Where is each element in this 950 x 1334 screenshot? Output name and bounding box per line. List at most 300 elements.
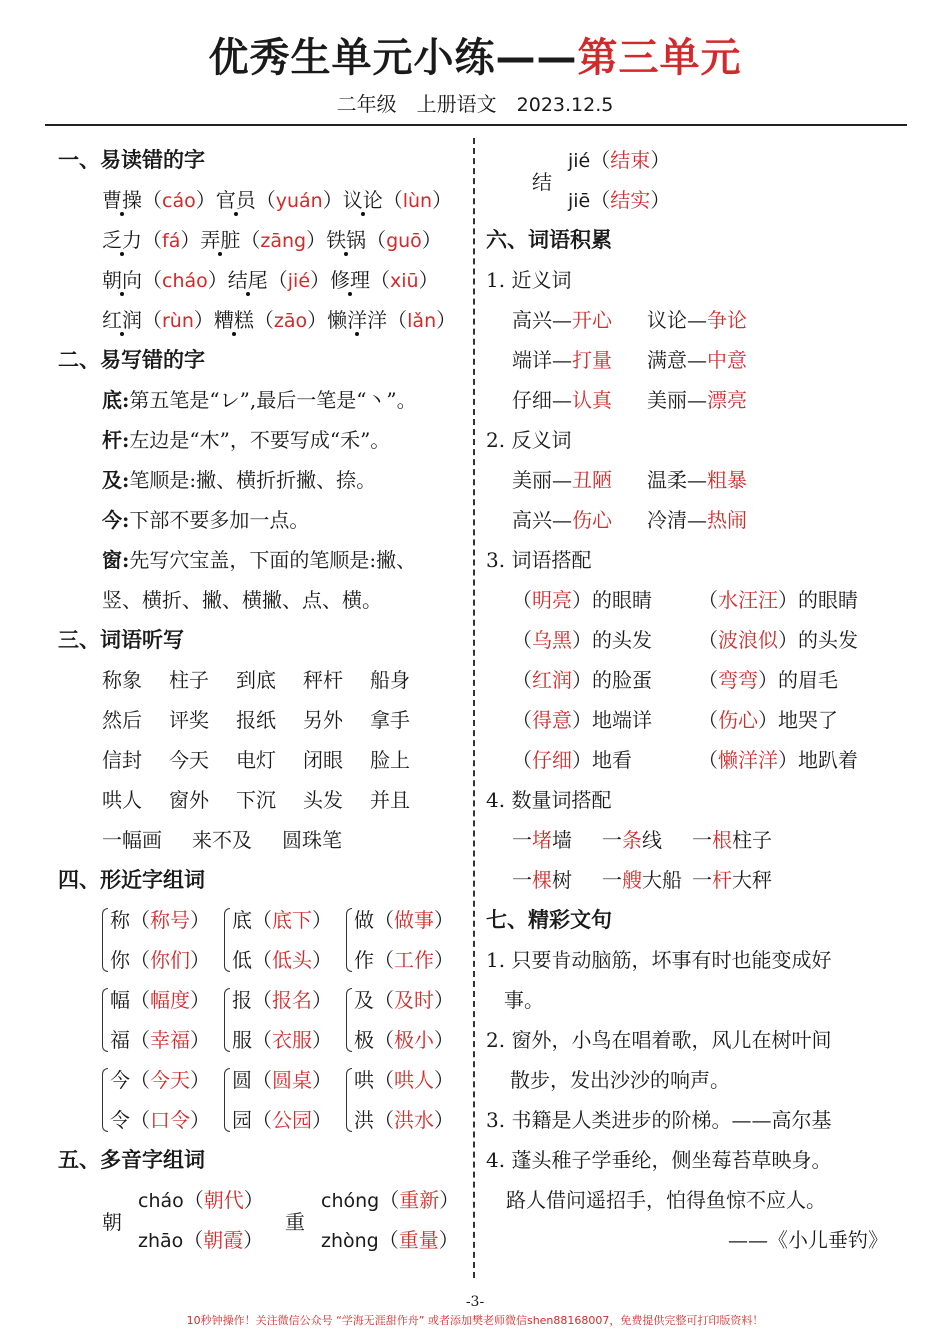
collocation xyxy=(698,580,898,620)
left-column xyxy=(58,140,468,1260)
sentence-line: 2. 窗外，小鸟在唱着歌，风儿在树叶间 xyxy=(486,1028,832,1052)
dictation-word: 圆珠笔 xyxy=(282,828,342,852)
paren-open: （ xyxy=(698,628,718,652)
word: 得意 xyxy=(532,708,572,732)
paren-close: ） xyxy=(572,588,592,612)
collocation xyxy=(512,740,698,780)
paren-close: ） xyxy=(306,228,327,252)
collocation-row xyxy=(486,580,906,620)
noun: 树 xyxy=(552,868,572,892)
word: 满意 xyxy=(647,348,687,372)
char: 今 xyxy=(110,1068,130,1092)
header-divider xyxy=(45,124,907,126)
numeral: 一 xyxy=(602,828,622,852)
paren-close: ） xyxy=(434,1068,454,1092)
dictation-word: 然后 xyxy=(102,708,142,732)
paren-open: （ xyxy=(183,1188,204,1212)
paren-open: （ xyxy=(130,1068,150,1092)
word: 端详 xyxy=(512,348,552,372)
reading-line xyxy=(568,140,670,180)
dictation-word: 脸上 xyxy=(370,748,410,772)
sentence-line: 路人借问遥招手，怕得鱼惊不应人。 xyxy=(506,1188,826,1212)
page-number: -3- xyxy=(465,1294,485,1310)
paren-open: （ xyxy=(512,588,532,612)
word: 铁锅 xyxy=(326,228,367,252)
paren-close: ） xyxy=(758,668,778,692)
paren-open: （ xyxy=(590,188,611,212)
note-line: 底:第五笔是“レ”,最后一笔是“丶”。 xyxy=(102,388,417,412)
char: 作 xyxy=(354,948,374,972)
word: 美丽 xyxy=(512,468,552,492)
word: 做事 xyxy=(394,908,434,932)
synonym-list xyxy=(486,300,906,420)
word: 弯弯 xyxy=(718,668,758,692)
word-pair-row xyxy=(486,380,906,420)
paren-close: ） xyxy=(310,268,331,292)
section-2-heading: 二、易写错的字 xyxy=(58,348,205,372)
paren-open: （ xyxy=(698,668,718,692)
paren-open: （ xyxy=(142,228,162,252)
char-word xyxy=(110,1100,224,1140)
word: 曹操 xyxy=(102,188,142,212)
section-1-list xyxy=(58,180,468,340)
dash: — xyxy=(552,348,572,372)
collocation-row xyxy=(486,660,906,700)
dash: — xyxy=(687,348,707,372)
phrase: 地哭了 xyxy=(778,708,838,732)
reading-line xyxy=(138,1220,264,1260)
pinyin: zhòng xyxy=(321,1230,379,1252)
pinyin: zāo xyxy=(273,310,308,332)
polyphone-char: 结 xyxy=(532,169,552,194)
dictation-word: 下沉 xyxy=(236,788,276,812)
polyphone-item xyxy=(102,1180,285,1260)
sentence-line: 事。 xyxy=(504,988,544,1012)
char-word xyxy=(354,1100,468,1140)
section-4-heading: 四、形近字组词 xyxy=(58,868,205,892)
pinyin: lùn xyxy=(402,190,433,212)
numeral: 一 xyxy=(692,828,712,852)
char-word xyxy=(354,980,468,1020)
word: 冷清 xyxy=(647,508,687,532)
pinyin: cháo xyxy=(162,270,208,292)
word: 哄人 xyxy=(394,1068,434,1092)
paren-close: ） xyxy=(436,308,457,332)
collocation xyxy=(698,660,898,700)
paren-open: （ xyxy=(240,228,261,252)
dictation-word: 到底 xyxy=(236,668,276,692)
paren-open: （ xyxy=(130,908,150,932)
noun: 大秤 xyxy=(732,868,772,892)
word: 议论 xyxy=(647,308,687,332)
word-answer: 伤心 xyxy=(572,508,612,532)
paren-open: （ xyxy=(142,268,162,292)
word: 修理 xyxy=(330,268,371,292)
word-pair-row xyxy=(486,340,906,380)
paren-close: ） xyxy=(650,148,671,172)
dash: — xyxy=(552,308,572,332)
section-5-heading: 五、多音字组词 xyxy=(58,1148,205,1172)
word: 糟糕 xyxy=(213,308,254,332)
phrase: 的脸蛋 xyxy=(592,668,652,692)
page-subtitle: 二年级 上册语文 2023.12.5 xyxy=(336,92,614,116)
section-6-heading: 六、词语积累 xyxy=(486,228,612,252)
char-word xyxy=(354,940,468,980)
brace-icon xyxy=(102,908,108,972)
polyphone-item xyxy=(532,140,740,220)
word-pair xyxy=(512,460,647,500)
word: 乌黑 xyxy=(532,628,572,652)
paren-open: （ xyxy=(252,988,272,1012)
paren-close: ） xyxy=(572,708,592,732)
word: 高兴 xyxy=(512,508,552,532)
paren-open: （ xyxy=(698,708,718,732)
word-answer: 开心 xyxy=(572,308,612,332)
paren-open: （ xyxy=(379,1188,400,1212)
paren-open: （ xyxy=(267,268,288,292)
noun: 柱子 xyxy=(732,828,772,852)
word: 结束 xyxy=(610,148,651,172)
paren-close: ） xyxy=(243,1228,264,1252)
char-group xyxy=(224,1060,346,1140)
word-pair xyxy=(512,340,647,380)
word-pair xyxy=(647,300,782,340)
paren-open: （ xyxy=(142,308,162,332)
sentence-line: 4. 蓬头稚子学垂纶，侧坐莓苔草映身。 xyxy=(486,1148,832,1172)
reading-line xyxy=(321,1220,459,1260)
dictation-word: 头发 xyxy=(303,788,343,812)
paren-close: ） xyxy=(322,188,343,212)
collocation xyxy=(698,740,898,780)
paren-close: ） xyxy=(307,308,328,332)
similar-char-grid xyxy=(58,900,468,1140)
polyphone-carry xyxy=(532,140,906,220)
dictation-row xyxy=(58,660,468,700)
word: 衣服 xyxy=(272,1028,312,1052)
subheading-collocations: 3. 词语搭配 xyxy=(486,548,592,572)
dictation-word: 报纸 xyxy=(236,708,276,732)
word: 称号 xyxy=(150,908,190,932)
subheading-measure-words: 4. 数量词搭配 xyxy=(486,788,612,812)
paren-close: ） xyxy=(312,1028,332,1052)
word-pair-row xyxy=(486,300,906,340)
char-word xyxy=(232,1020,346,1060)
phrase: 地看 xyxy=(592,748,632,772)
sentence-line: 3. 书籍是人类进步的阶梯。——高尔基 xyxy=(486,1108,832,1132)
dictation-word: 今天 xyxy=(169,748,209,772)
section-7-heading: 七、精彩文句 xyxy=(486,908,612,932)
pinyin: jiē xyxy=(568,190,591,212)
word: 波浪似 xyxy=(718,628,778,652)
noun: 墙 xyxy=(552,828,572,852)
word-answer: 打量 xyxy=(572,348,612,372)
word: 乏力 xyxy=(102,228,142,252)
pinyin: jié xyxy=(287,270,311,292)
pinyin: zhāo xyxy=(138,1230,184,1252)
reading-row xyxy=(58,180,468,220)
measure-word-list xyxy=(486,820,906,900)
paren-close: ） xyxy=(312,1068,332,1092)
paren-close: ） xyxy=(572,748,592,772)
paren-close: ） xyxy=(243,1188,264,1212)
word: 口令 xyxy=(150,1108,190,1132)
paren-close: ） xyxy=(190,1108,210,1132)
paren-open: （ xyxy=(252,1028,272,1052)
brace-icon xyxy=(346,1068,352,1132)
pinyin: cáo xyxy=(162,190,196,212)
paren-close: ） xyxy=(190,908,210,932)
dash: — xyxy=(552,508,572,532)
word: 幅度 xyxy=(150,988,190,1012)
paren-open: （ xyxy=(255,188,276,212)
dictation-word: 来不及 xyxy=(192,828,252,852)
paren-close: ） xyxy=(778,748,798,772)
pinyin: xiū xyxy=(390,270,419,292)
paren-close: ） xyxy=(434,948,454,972)
dictation-row xyxy=(58,700,468,740)
word: 朝代 xyxy=(203,1188,244,1212)
measure-word: 棵 xyxy=(532,868,552,892)
char: 报 xyxy=(232,988,252,1012)
polyphone-list xyxy=(102,1180,468,1260)
word: 红润 xyxy=(532,668,572,692)
char-word xyxy=(354,1020,468,1060)
char-word xyxy=(354,1060,468,1100)
noun: 大船 xyxy=(642,868,682,892)
brace-icon xyxy=(102,988,108,1052)
paren-open: （ xyxy=(382,188,403,212)
paren-close: ） xyxy=(572,628,592,652)
sentence-list xyxy=(486,940,906,1260)
word: 洪水 xyxy=(394,1108,434,1132)
polyphone-readings xyxy=(568,140,670,220)
word: 幸福 xyxy=(150,1028,190,1052)
paren-close: ） xyxy=(312,908,332,932)
paren-close: ） xyxy=(778,628,798,652)
paren-open: （ xyxy=(252,948,272,972)
polyphone-readings xyxy=(138,1180,264,1260)
numeral: 一 xyxy=(692,868,712,892)
word: 报名 xyxy=(272,988,312,1012)
dash: — xyxy=(552,468,572,492)
note-line: 竖、横折、撇、横撇、点、横。 xyxy=(102,588,382,612)
phrase: 的眉毛 xyxy=(778,668,838,692)
reading-row xyxy=(58,220,468,260)
char-group xyxy=(224,900,346,980)
polyphone-char: 朝 xyxy=(102,1209,122,1234)
paren-close: ） xyxy=(432,188,453,212)
dictation-word: 称象 xyxy=(102,668,142,692)
paren-open: （ xyxy=(374,1108,394,1132)
paren-open: （ xyxy=(512,628,532,652)
paren-close: ） xyxy=(193,308,214,332)
dictation-grid xyxy=(58,660,468,860)
paren-close: ） xyxy=(758,708,778,732)
paren-open: （ xyxy=(130,948,150,972)
char: 称 xyxy=(110,908,130,932)
paren-close: ） xyxy=(312,1108,332,1132)
paren-close: ） xyxy=(190,948,210,972)
paren-open: （ xyxy=(512,748,532,772)
pinyin: fá xyxy=(162,230,181,252)
paren-close: ） xyxy=(418,268,439,292)
pinyin: rùn xyxy=(162,310,194,332)
paren-close: ） xyxy=(434,1108,454,1132)
paren-open: （ xyxy=(370,268,391,292)
collocation xyxy=(512,660,698,700)
dash: — xyxy=(687,388,707,412)
collocation xyxy=(698,700,898,740)
word: 及时 xyxy=(394,988,434,1012)
dash: — xyxy=(687,508,707,532)
char: 底 xyxy=(232,908,252,932)
word: 朝霞 xyxy=(203,1228,244,1252)
word-answer: 争论 xyxy=(707,308,747,332)
char: 做 xyxy=(354,908,374,932)
paren-open: （ xyxy=(374,908,394,932)
paren-close: ） xyxy=(434,1028,454,1052)
dash: — xyxy=(687,308,707,332)
pinyin: jié xyxy=(568,150,591,172)
paren-open: （ xyxy=(387,308,408,332)
measure-word: 杆 xyxy=(712,868,732,892)
polyphone-char: 重 xyxy=(285,1209,305,1234)
char: 福 xyxy=(110,1028,130,1052)
numeral: 一 xyxy=(512,868,532,892)
note-line: 窗:先写穴宝盖，下面的笔顺是:撇、 xyxy=(102,548,417,572)
collocation xyxy=(512,580,698,620)
dictation-word: 信封 xyxy=(102,748,142,772)
word: 你们 xyxy=(150,948,190,972)
char-word xyxy=(232,1100,346,1140)
paren-open: （ xyxy=(130,1028,150,1052)
paren-close: ） xyxy=(421,228,442,252)
column-divider xyxy=(473,138,475,1278)
collocation xyxy=(698,620,898,660)
dictation-row xyxy=(58,820,468,860)
word: 结尾 xyxy=(227,268,268,292)
word-pair xyxy=(512,300,647,340)
collocation-list xyxy=(486,580,906,780)
paren-close: ） xyxy=(572,668,592,692)
paren-open: （ xyxy=(378,1228,399,1252)
word-pair-row xyxy=(486,460,906,500)
paren-open: （ xyxy=(183,1228,204,1252)
word: 仔细 xyxy=(512,388,552,412)
reading-line xyxy=(568,180,670,220)
measure-phrase xyxy=(602,820,692,860)
paren-open: （ xyxy=(374,1028,394,1052)
word: 重量 xyxy=(398,1228,439,1252)
char-group-row xyxy=(102,900,468,980)
paren-open: （ xyxy=(512,708,532,732)
measure-phrase xyxy=(512,820,602,860)
word: 高兴 xyxy=(512,308,552,332)
paren-close: ） xyxy=(434,988,454,1012)
sentence-line: 1. 只要肯动脑筋，坏事有时也能变成好 xyxy=(486,948,832,972)
char-group-row xyxy=(102,980,468,1060)
phrase: 的头发 xyxy=(798,628,858,652)
word: 朝向 xyxy=(102,268,142,292)
dictation-word: 另外 xyxy=(303,708,343,732)
char-group-row xyxy=(102,1060,468,1140)
paren-open: （ xyxy=(698,748,718,772)
paren-open: （ xyxy=(590,148,611,172)
word: 低头 xyxy=(272,948,312,972)
phrase: 地趴着 xyxy=(798,748,858,772)
pinyin: guō xyxy=(386,230,422,252)
right-column xyxy=(486,140,906,1260)
polyphone-readings xyxy=(321,1180,459,1260)
char-word xyxy=(232,940,346,980)
dictation-row xyxy=(58,780,468,820)
char: 洪 xyxy=(354,1108,374,1132)
brace-icon xyxy=(224,988,230,1052)
word: 弄脏 xyxy=(200,228,241,252)
numeral: 一 xyxy=(512,828,532,852)
word: 结实 xyxy=(610,188,651,212)
word-pair-row xyxy=(486,500,906,540)
char-group xyxy=(102,900,224,980)
word: 懒洋洋 xyxy=(718,748,778,772)
char: 哄 xyxy=(354,1068,374,1092)
paren-close: ） xyxy=(190,1068,210,1092)
reading-row xyxy=(58,260,468,300)
word: 水汪汪 xyxy=(718,588,778,612)
measure-phrase xyxy=(512,860,602,900)
collocation-row xyxy=(486,740,906,780)
paren-close: ） xyxy=(190,1028,210,1052)
measure-row xyxy=(486,820,906,860)
char-group xyxy=(102,1060,224,1140)
word: 仔细 xyxy=(532,748,572,772)
section-3-heading: 三、词语听写 xyxy=(58,628,184,652)
char-group xyxy=(346,900,468,980)
pinyin: zāng xyxy=(260,230,307,252)
paren-close: ） xyxy=(180,228,201,252)
word: 重新 xyxy=(399,1188,440,1212)
phrase: 的头发 xyxy=(592,628,652,652)
brace-icon xyxy=(224,908,230,972)
word-answer: 漂亮 xyxy=(707,388,747,412)
dash: — xyxy=(552,388,572,412)
paren-open: （ xyxy=(698,588,718,612)
char: 及 xyxy=(354,988,374,1012)
brace-icon xyxy=(346,908,352,972)
dictation-word: 并且 xyxy=(370,788,410,812)
word-pair xyxy=(512,380,647,420)
subheading-synonyms: 1. 近义词 xyxy=(486,268,572,292)
word-answer: 热闹 xyxy=(707,508,747,532)
word: 圆桌 xyxy=(272,1068,312,1092)
paren-close: ） xyxy=(190,988,210,1012)
word: 今天 xyxy=(150,1068,190,1092)
reading-line xyxy=(321,1180,459,1220)
subheading-antonyms: 2. 反义词 xyxy=(486,428,572,452)
char-word xyxy=(232,900,346,940)
char: 低 xyxy=(232,948,252,972)
word-pair xyxy=(647,460,782,500)
phrase: 的眼睛 xyxy=(592,588,652,612)
collocation xyxy=(512,700,698,740)
pinyin: yuán xyxy=(275,190,323,212)
pinyin: lǎn xyxy=(407,310,437,332)
dictation-word: 秤杆 xyxy=(303,668,343,692)
reading-row xyxy=(58,300,468,340)
paren-close: ） xyxy=(195,188,216,212)
word: 公园 xyxy=(272,1108,312,1132)
paren-close: ） xyxy=(312,988,332,1012)
